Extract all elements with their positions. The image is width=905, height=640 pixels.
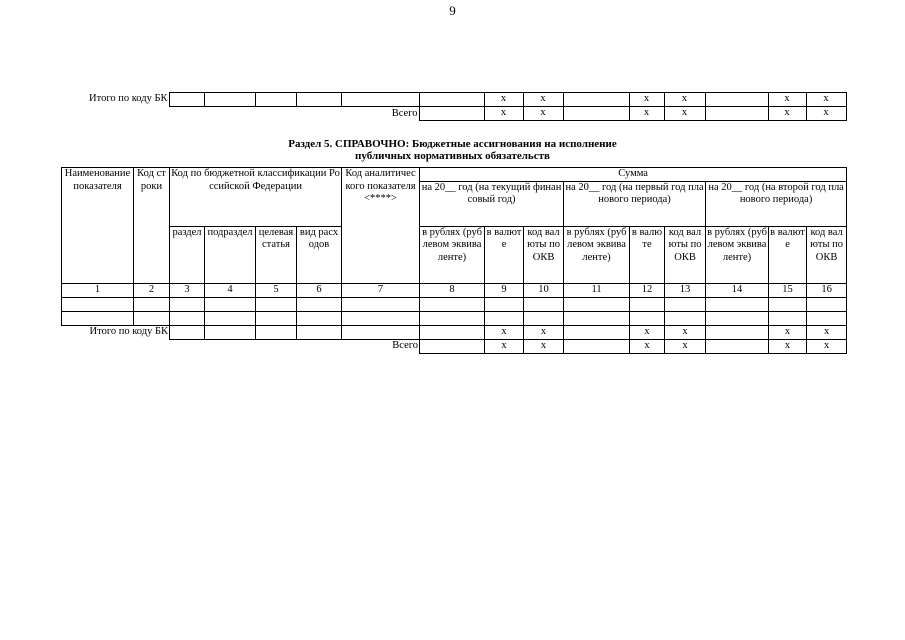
vsego-label: Всего xyxy=(391,107,418,119)
x-mark: x xyxy=(485,325,524,339)
col-num: 1 xyxy=(62,283,134,297)
previous-section-totals-table xyxy=(61,92,847,121)
x-mark: x xyxy=(664,107,705,121)
itogo-row xyxy=(62,325,847,339)
x-mark: x xyxy=(485,339,524,353)
x-mark: x xyxy=(665,325,706,339)
header-celevaya: целевая статья xyxy=(256,226,297,283)
vsego-label: Всего xyxy=(392,340,419,351)
header-razdel: раздел xyxy=(170,226,205,283)
col-num: 15 xyxy=(769,283,807,297)
x-mark: x xyxy=(629,107,664,121)
column-numbers-row xyxy=(62,283,847,297)
col-num: 3 xyxy=(170,283,205,297)
section-5-table xyxy=(61,167,847,354)
header-bk-code: Код по бюджетной классификации Российской Федерации xyxy=(170,168,342,227)
x-mark: x xyxy=(807,325,847,339)
header-code-row: Код строки xyxy=(134,168,170,284)
header-val-2: в валюте xyxy=(630,226,665,283)
x-mark: x xyxy=(523,93,563,107)
x-mark: x xyxy=(665,339,706,353)
x-mark: x xyxy=(769,325,807,339)
x-mark: x xyxy=(807,339,847,353)
section-title: Раздел 5. СПРАВОЧНО: Бюджетные ассигнования на исполнение публичных нормативных обязательств xyxy=(288,138,617,162)
header-year-1: на 20__ год (на текущий финансовый год) xyxy=(420,181,564,226)
header-analytic: Код аналитического показателя <****> xyxy=(342,168,420,284)
x-mark: x xyxy=(806,107,846,121)
col-num: 9 xyxy=(485,283,524,297)
col-num: 13 xyxy=(665,283,706,297)
vsego-row xyxy=(62,339,847,353)
header-name: Наименование показателя xyxy=(62,168,134,284)
header-okv-3: код валюты по ОКВ xyxy=(807,226,847,283)
x-mark: x xyxy=(630,325,665,339)
itogo-label: Итого по коду БК xyxy=(89,326,168,337)
x-mark: x xyxy=(523,107,563,121)
col-num: 12 xyxy=(630,283,665,297)
col-num: 7 xyxy=(342,283,420,297)
x-mark: x xyxy=(769,339,807,353)
x-mark: x xyxy=(629,93,664,107)
header-year-3: на 20__ год (на второй год планового периода) xyxy=(706,181,847,226)
col-num: 11 xyxy=(564,283,630,297)
x-mark: x xyxy=(524,339,564,353)
x-mark: x xyxy=(524,325,564,339)
col-num: 16 xyxy=(807,283,847,297)
x-mark: x xyxy=(768,93,806,107)
header-podrazdel: подраздел xyxy=(205,226,256,283)
page-number: 9 xyxy=(449,3,456,18)
header-sum: Сумма xyxy=(420,168,847,182)
header-val-3: в валюте xyxy=(769,226,807,283)
col-num: 4 xyxy=(205,283,256,297)
header-year-2: на 20__ год (на первый год планового периода) xyxy=(564,181,706,226)
x-mark: x xyxy=(806,93,846,107)
table-row xyxy=(61,93,846,107)
header-vid: вид расходов xyxy=(297,226,342,283)
x-mark: x xyxy=(484,93,523,107)
col-num: 8 xyxy=(420,283,485,297)
x-mark: x xyxy=(484,107,523,121)
x-mark: x xyxy=(768,107,806,121)
table-row xyxy=(62,297,847,311)
col-num: 14 xyxy=(706,283,769,297)
table-row xyxy=(61,107,846,121)
header-rub-3: в рублях (рублевом эквиваленте) xyxy=(706,226,769,283)
header-rub-1: в рублях (рублевом эквиваленте) xyxy=(420,226,485,283)
table-row xyxy=(62,311,847,325)
col-num: 5 xyxy=(256,283,297,297)
x-mark: x xyxy=(630,339,665,353)
header-okv-2: код валюты по ОКВ xyxy=(665,226,706,283)
itogo-label: Итого по коду БК xyxy=(89,93,168,105)
x-mark: x xyxy=(664,93,705,107)
col-num: 10 xyxy=(524,283,564,297)
col-num: 2 xyxy=(134,283,170,297)
header-rub-2: в рублях (рублевом эквиваленте) xyxy=(564,226,630,283)
header-okv-1: код валюты по ОКВ xyxy=(524,226,564,283)
header-val-1: в валюте xyxy=(485,226,524,283)
col-num: 6 xyxy=(297,283,342,297)
